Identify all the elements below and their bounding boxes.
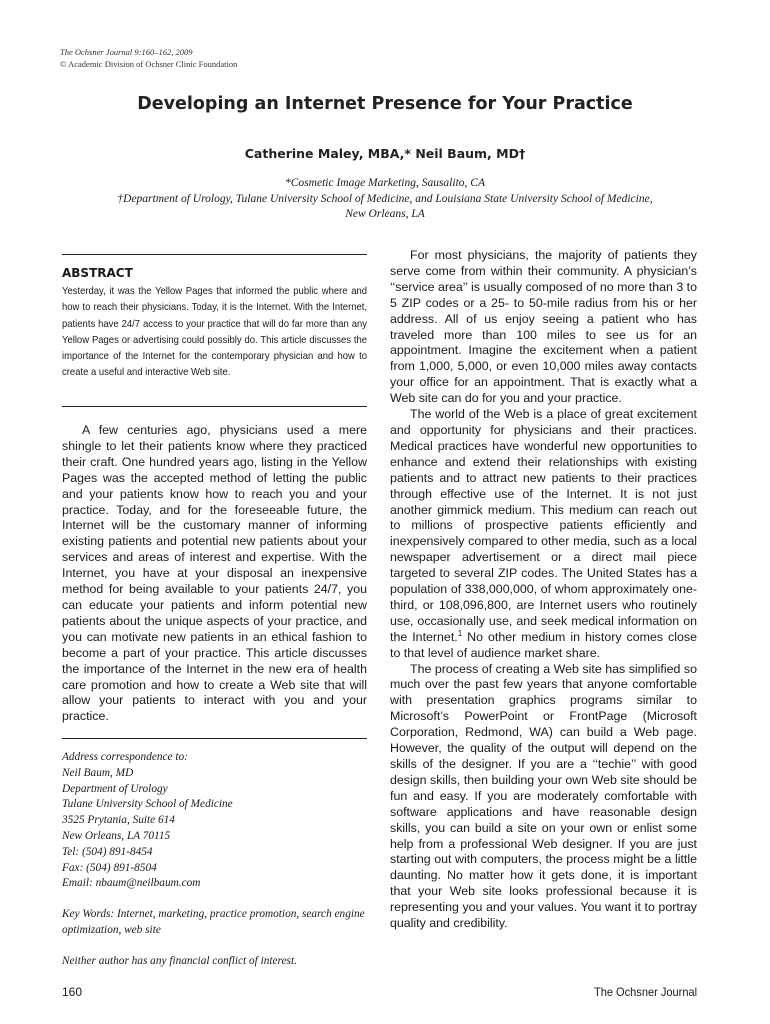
affiliation-2-cont: New Orleans, LA bbox=[345, 208, 425, 220]
abstract-top-rule bbox=[62, 254, 367, 255]
body-paragraph-3: The process of creating a Web site has simplified so much over the past few years that anyone comfortable with presentation graphics programs similar to Microsoft’s PowerPoint or FrontPage (Microsoft Corporation, Redmond, WA) can build a Web page. However, the quality of the output will depend on the skills of the designer. If you are a ‘‘techie’’ with good design skills, then building your own Web site should be fun and easy. If you are moderately comfortable with software applications and have reasonable design skills, you can build a site on your own or enlist some help from a professional Web designer. If you are just starting out with computers, the process might be a little daunting. No matter how it gets done, it is important that your Web site looks professional because it is representing you and your values. You want it to portray quality and credibility. bbox=[390, 661, 697, 931]
conflict-statement: Neither author has any financial conflict of interest. bbox=[62, 955, 297, 967]
abstract-heading: ABSTRACT bbox=[62, 266, 133, 280]
correspondence-school: Tulane University School of Medicine bbox=[62, 798, 233, 811]
body-paragraph-2-end: No other medium in history comes close to that level of audience market share. bbox=[390, 629, 697, 660]
footer-journal-name: The Ochsner Journal bbox=[593, 985, 697, 999]
left-column-body bbox=[62, 423, 367, 725]
copyright-line: © Academic Division of Ochsner Clinic Foundation bbox=[60, 59, 238, 69]
correspondence-tel: Tel: (504) 891-8454 bbox=[62, 845, 153, 858]
key-words: Key Words: Internet, marketing, practice promotion, search engine optimization, web site bbox=[62, 908, 365, 936]
affiliation-2: †Department of Urology, Tulane University School of Medicine, and Louisiana State University School of Medicine, bbox=[117, 192, 653, 205]
affiliation-1: *Cosmetic Image Marketing, Sausalito, CA bbox=[285, 177, 485, 189]
correspondence-label: Address correspondence to: bbox=[62, 751, 188, 763]
body-paragraph-1: For most physicians, the majority of patients they serve come from within their community. A physician’s ‘‘service area’’ is usually composed of no more than 3 to 5 ZIP codes or a 25- to 50-mile radius from his or her address. All of us enjoy seeing a patient who has traveled more than 100 miles to see us for an appointment. Imagine the excitement when a patient from 1,000, 5,000, or even 10,000 miles away contacts your office for an appointment. That is exactly what a Web site can do for you and your practice. bbox=[390, 248, 697, 406]
abstract-text: Yesterday, it was the Yellow Pages that informed the public where and how to reach their physicians. Today, it is the Internet. With the Internet, patients have 24/7 access to your practice that will do far more than any Yellow Pages or advertising could possibly do. This article discusses the importance of the Internet for the contemporary physician and how to create a useful and interactive Web site. bbox=[62, 286, 368, 379]
journal-header bbox=[60, 46, 237, 70]
correspondence-email: Email: nbaum@neilbaum.com bbox=[62, 877, 201, 890]
correspondence-name: Neil Baum, MD bbox=[62, 766, 134, 779]
correspondence-block bbox=[62, 750, 372, 892]
author-affiliations bbox=[60, 176, 710, 223]
article-title: Developing an Internet Presence for Your Practice bbox=[137, 94, 633, 114]
intro-paragraph: A few centuries ago, physicians used a mere shingle to let their patients know where they practiced their craft. One hundred years ago, listing in the Yellow Pages was the accepted method of letting the public and your patients know how to reach you and your practice. Today, and for the foreseeable future, the Internet will be the customary manner of informing existing patients and potential new patients about your services and areas of interest and expertise. With the Internet, you have at your disposal an inexpensive method for being available to your patients 24/7, you can educate your patients and inform potential new patients about the unique aspects of your practice, and you can motivate new patients in an ethical fashion to become a part of your practice. This article discusses the importance of the Internet in the new era of health care promotion and how to create a Web site that will allow your patients to interact with you and your practice. bbox=[62, 423, 367, 724]
page-number: 160 bbox=[62, 985, 83, 999]
reference-marker: 1 bbox=[457, 628, 463, 638]
correspondence-city: New Orleans, LA 70115 bbox=[62, 829, 171, 842]
article-authors: Catherine Maley, MBA,* Neil Baum, MD† bbox=[244, 146, 526, 161]
correspondence-dept: Department of Urology bbox=[62, 782, 168, 795]
correspondence-street: 3525 Prytania, Suite 614 bbox=[62, 814, 175, 827]
body-paragraph-2-text: The world of the Web is a place of great excitement and opportunity for physicians and their practices. Medical practices have wonderful new opportunities to enhance and extend their relationships with existing patients and to attract new patients to their practices through effective use of the Internet. It is not just another gimmick medium. This medium can reach out to millions of prospective patients efficiently and inexpensively compared to other media, such as a local newspaper advertisement or a direct mail piece targeted to several ZIP codes. The United States has a population of 338,000,000, of whom approximately one-third, or 108,096,800, are Internet users who routinely use, occasionally use, and seek medical information on the Internet. bbox=[390, 407, 697, 644]
correspondence-fax: Fax: (504) 891-8504 bbox=[62, 861, 157, 874]
body-paragraph-2 bbox=[390, 407, 697, 662]
right-column-body bbox=[390, 248, 697, 932]
journal-citation: The Ochsner Journal 9:160–162, 2009 bbox=[60, 47, 193, 57]
correspondence-rule bbox=[62, 738, 367, 739]
abstract-bottom-rule bbox=[62, 406, 367, 407]
